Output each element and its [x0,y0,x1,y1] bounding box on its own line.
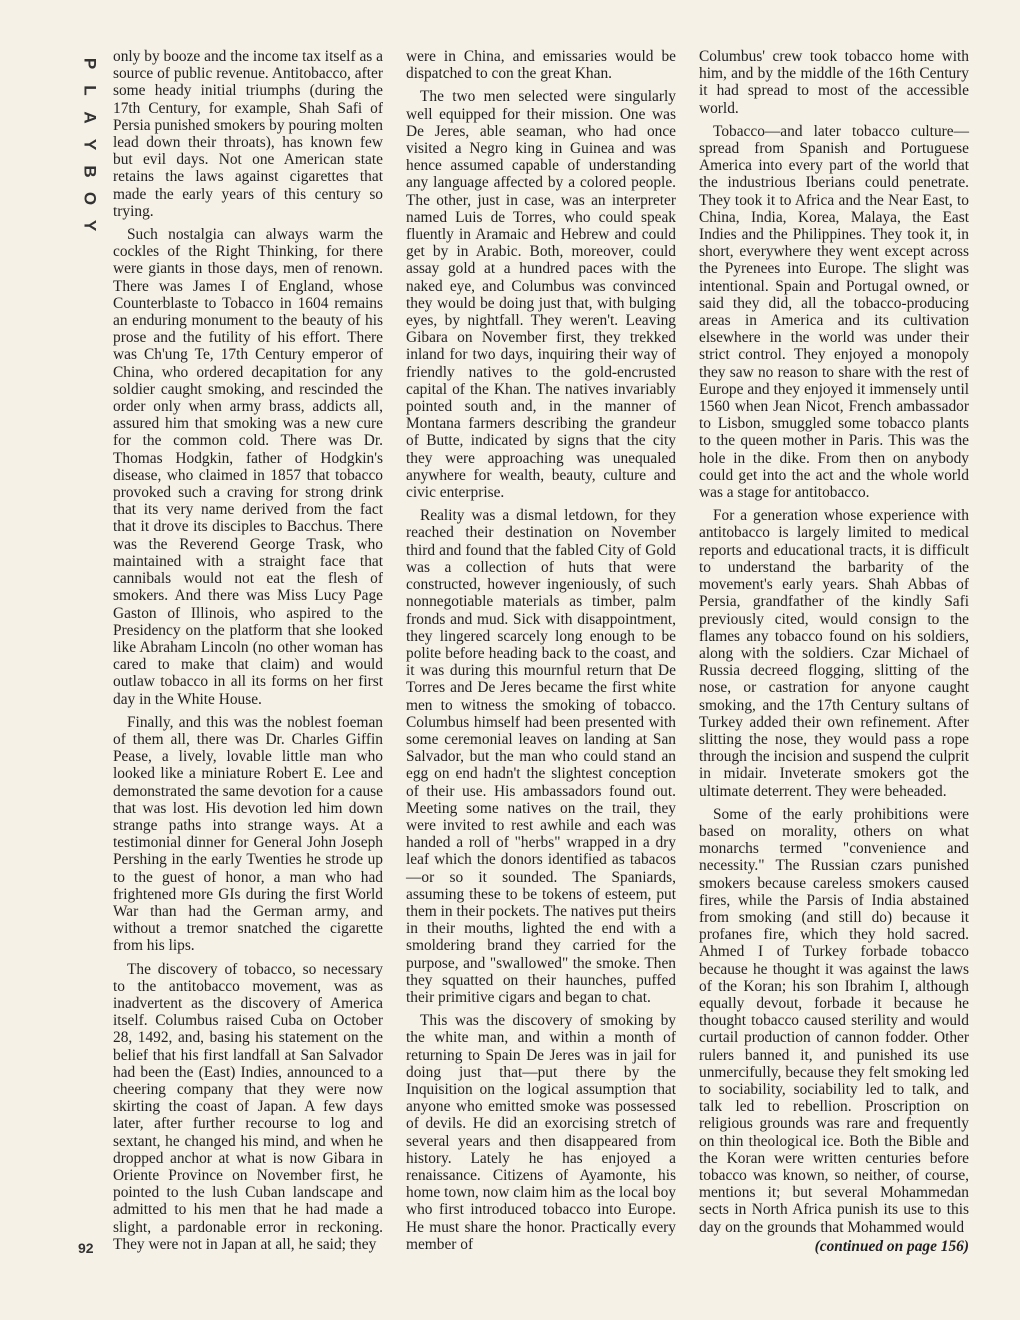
page-number: 92 [78,1240,94,1256]
paragraph: were in China, and emissaries would be dispatched to con the great Khan. [406,48,676,83]
masthead-letter: B [80,165,100,178]
paragraph: Some of the early prohibitions were based on morality, others on what monarchs termed "convenience and necessity." The Russian czars punished smokers because careless smokers caused fires, while the Parsis of India abstained from smoking (and still do) because it profanes fire, which they hold sacred. Ahmed I of Turkey forbade tobacco because he thought it was against the laws of the Koran; his son Ibrahim I, although equally devout, forbade it because he thought tobacco caused sterility and would curtail production of cannon fodder. Other rulers banned it, and punished its use unmercifully, because they felt smoking led to sociability, sociability led to talk, and talk led to rebellion. Proscription on religious grounds was rare and frequently on thin theological ice. Both the Bible and the Koran were written centuries before tobacco was known, so neither, of course, mentions it; but several Mohammedan sects in North Africa punish its use to this day on the grounds that Mohammed would [699,805,969,1236]
paragraph: only by booze and the income tax itself as a source of public revenue. Antitobacco, after some heady initial triumphs (during the 17th Century, for example, Shah Safi of Persia punished smokers by pouring molten lead down their throats), has known few but evil days. Not one American state retains the laws against cigarettes that made the early years of this century so trying. [113,48,383,220]
masthead-letter: Y [80,219,100,232]
paragraph: Finally, and this was the noblest foeman of them all, there was Dr. Charles Giffin Pease, a lively, lovable little man who looked like a miniature Robert E. Lee and demonstrated the same devotion for a cause that was lost. His devotion led him down strange paths into strange ways. At a testimonial dinner for General John Joseph Pershing in the early Twenties he strode up to the guest of honor, a man who had frightened more GIs during the first World War than had the German army, and without a tremor snatched the cigarette from his lips. [113,713,383,955]
paragraph: Columbus' crew took tobacco home with him, and by the middle of the 16th Century it had spread to most of the accessible world. [699,48,969,117]
paragraph: For a generation whose experience with antitobacco is largely limited to medical reports and educational tracts, it is difficult to understand the barbarity of the movement's early years. Shah Abbas of Persia, grandfather of the kindly Safi previously cited, would consign to the flames any tobacco found on his soldiers, along with the soldiers. Czar Michael of Russia decreed flogging, slitting of the nose, or castration for anyone caught smoking, and the 17th Century sultans of Turkey added their own refinement. After slitting the nose, they would pass a rope through the incision and suspend the culprit in midair. Inveterate smokers got the ultimate deterrent. They were beheaded. [699,507,969,800]
paragraph: This was the discovery of smoking by the white man, and within a month of returning to Spain De Jeres was in jail for doing just that—put there by the Inquisition on the logical assumption that anyone who emitted smoke was possessed of devils. He did an exorcising stretch of several years and then disappeared from history. Lately he has enjoyed a renaissance. Citizens of Ayamonte, his home town, now claim him as the local boy who first introduced tobacco into Europe. He must share the honor. Practically every member of [406,1012,676,1253]
masthead-letter: P [80,57,100,70]
masthead-letter: L [80,85,100,96]
column-1 [113,48,383,1263]
column-3 [699,48,969,1263]
continued-note: (continued on page 156) [814,1237,969,1255]
column-2 [406,48,676,1263]
masthead [78,50,102,239]
masthead-letter: O [80,191,100,206]
paragraph: Such nostalgia can always warm the cockles of the Right Thinking, for there were giants in those days, men of renown. There was James I of England, whose Counterblaste to Tobacco in 1604 remains an enduring monument to the beauty of his prose and the futility of his effort. There was Ch'ung Te, 17th Century emperor of China, who ordered decapitation for any soldier caught smoking, and rescinded the order only when army brass, addicts all, assured him that smoking was a new cure for the common cold. There was Dr. Thomas Hodgkin, father of Hodgkin's disease, who claimed in 1857 that tobacco provoked such a craving for strong drink that its very name derived from the fact that it drove its disciples to Bacchus. There was the Reverend George Trask, who maintained with a straight face that cannibals would not eat the flesh of smokers. And there was Miss Lucy Page Gaston of Illinois, who aspired to the Presidency on the platform that she looked like Abraham Lincoln (no other woman has cared to make that claim) and would outlaw tobacco in all its forms on her first day in the White House. [113,226,383,708]
paragraph: Reality was a dismal letdown, for they reached their destination on November third and found that the fabled City of Gold was a collection of huts that were constructed, however ingeniously, of such nonnegotiable materials as timber, palm fronds and mud. Sick with disappointment, they lingered scarcely long enough to be polite before heading back to the coast, and it was during this mournful return that De Torres and De Jeres became the first white men to witness the smoking of tobacco. Columbus himself had been presented with some ceremonial leaves on landing at San Salvador, but the man who could stand an egg on end hadn't the slightest conception of their use. His ambassadors found out. Meeting some natives on the trail, they were invited to rest awhile and each was handed a roll of "herbs" wrapped in a dry leaf which the donors identified as tabacos—or so it sounded. The Spaniards, assuming these to be tokens of esteem, put them in their pockets. The natives put theirs in their mouths, lighted the end with a smoldering brand they carried for the purpose, and "swallowed" the smoke. Then they squatted on their haunches, puffed their primitive cigars and began to chat. [406,507,676,1006]
paragraph: Tobacco—and later tobacco culture—spread from Spanish and Portuguese America into every part of the world that the industrious Iberians could penetrate. They took it to Africa and the Near East, to China, India, Korea, Malaya, the East Indies and the Philippines. They took it, in short, everywhere they went except across the Pyrenees into Europe. The slight was intentional. Spain and Portugal owned, or said they did, all the tobacco-producing areas in America and its cultivation elsewhere in the world was under their strict control. They enjoyed a monopoly they saw no reason to share with the rest of Europe and they enjoyed it immensely until 1560 when Jean Nicot, French ambassador to Lisbon, smuggled some tobacco plants to the queen mother in Paris. This was the hole in the dike. From then on anybody could get into the act and the whole world was a stage for antitobacco. [699,122,969,502]
masthead-letter: Y [80,138,100,151]
article-body [113,48,969,1263]
masthead-letter: A [80,111,100,124]
paragraph: The two men selected were singularly well equipped for their mission. One was De Jeres, able seaman, who had once visited a Negro king in Guinea and was hence assumed capable of understanding any language affected by a colored people. The other, just in case, was an interpreter named Luis de Torres, who could speak fluently in Aramaic and Hebrew and could get by in Arabic. Both, moreover, could assay gold at a hundred paces with the naked eye, and Columbus was convinced they would be doing just that, with bulging eyes, by nightfall. They weren't. Leaving Gibara on November first, they trekked inland for two days, inquiring their way of friendly natives to the gold-encrusted capital of the Khan. The natives invariably pointed south and, in the manner of Montana farmers describing the grandeur of Butte, indicated by signs that the city they were approaching was unequaled anywhere for wealth, beauty, culture and civic enterprise. [406,88,676,502]
paragraph: The discovery of tobacco, so necessary to the antitobacco movement, was as inadvertent as the discovery of America itself. Columbus raised Cuba on October 28, 1492, and, basing his statement on the belief that his first landfall at San Salvador had been the (East) Indies, announced to a cheering company that they were now skirting the coast of Japan. A few days later, after further recourse to log and sextant, he changed his mind, and when he dropped anchor at what is now Gibara in Oriente Province on November first, he pointed to the lush Cuban landscape and admitted to his men that he had made a slight, a pardonable error in reckoning. They were not in Japan at all, he said; they [113,960,383,1253]
